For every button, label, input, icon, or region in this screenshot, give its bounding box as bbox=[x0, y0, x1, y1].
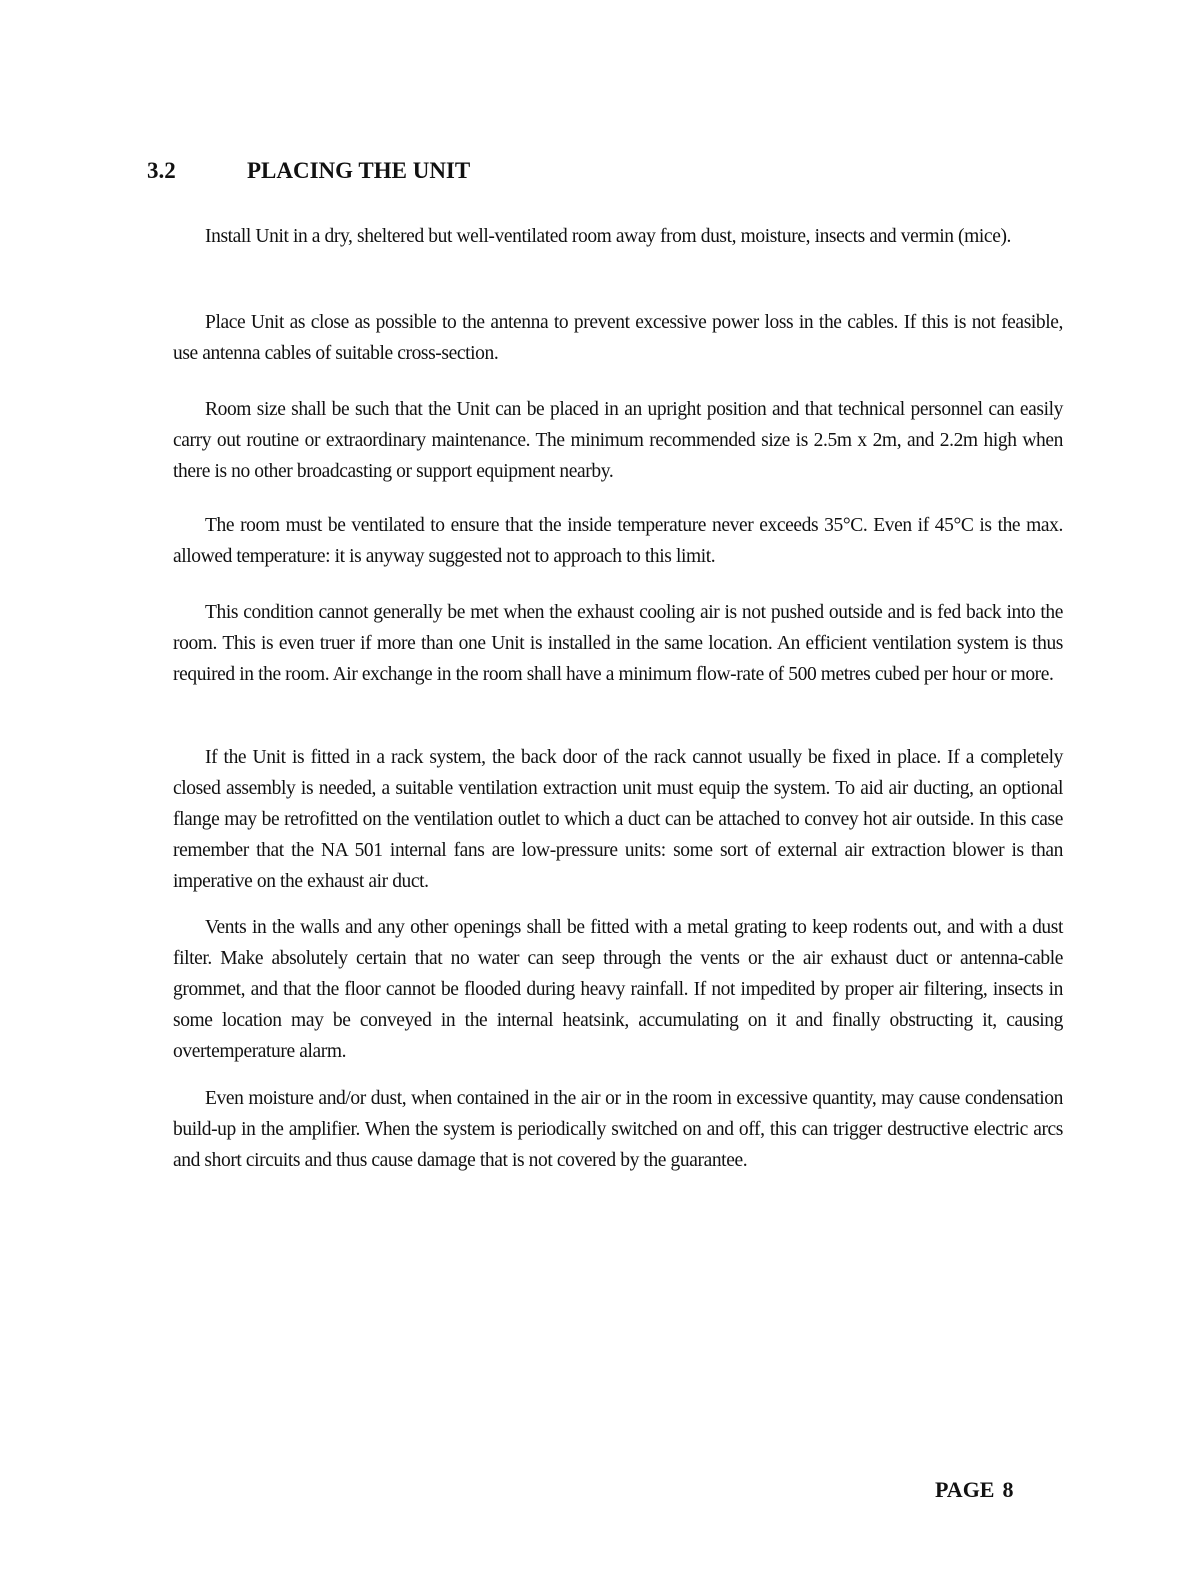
paragraph-room-temperature: The room must be ventilated to ensure that the inside temperature never exceeds 35°C. Even if 45°C is the max. allowed temperature: it is anyway suggested not to approach to this limit. bbox=[173, 515, 1063, 567]
paragraph-vents-and-filters: Vents in the walls and any other openings shall be fitted with a metal grating to keep rodents out, and with a dust filter. Make absolutely certain that no water can seep through the vents or the air exhaust duct or antenna-cable grommet, and that the floor cannot be flooded during heavy rainfall. If not impedited by proper air filtering, insects in some location may be conveyed in the internal heatsink, accumulating on it and finally obstructing it, causing overtemperature alarm. bbox=[173, 917, 1063, 1062]
paragraph-antenna-proximity: Place Unit as close as possible to the antenna to prevent excessive power loss in the cables. If this is not feasible, use antenna cables of suitable cross-section. bbox=[173, 312, 1063, 364]
page-label: PAGE bbox=[935, 1477, 995, 1502]
paragraph-ventilation-system: This condition cannot generally be met when the exhaust cooling air is not pushed outside and is fed back into the room. This is even truer if more than one Unit is installed in the same location. An efficient ventilation system is thus required in the room. Air exchange in the room shall have a minimum flow-rate of 500 metres cubed per hour or more. bbox=[173, 602, 1063, 685]
paragraph-moisture-dust: Even moisture and/or dust, when contained in the air or in the room in excessive quantity, may cause condensation build-up in the amplifier. When the system is periodically switched on and off, this can trigger destructive electric arcs and short circuits and thus cause damage that is not covered by the guarantee. bbox=[173, 1088, 1063, 1171]
paragraph-room-size: Room size shall be such that the Unit can be placed in an upright position and that technical personnel can easily carry out routine or extraordinary maintenance. The minimum recommended size is 2.5m x 2m, and 2.2m high when there is no other broadcasting or support equipment nearby. bbox=[173, 399, 1063, 482]
paragraph-rack-system: If the Unit is fitted in a rack system, the back door of the rack cannot usually be fixed in place. If a completely closed assembly is needed, a suitable ventilation extraction unit must equip the system. To aid air ducting, an optional flange may be retrofitted on the ventilation outlet to which a duct can be attached to convey hot air outside. In this case remember that the NA 501 internal fans are low-pressure units: some sort of external air extraction blower is than imperative on the exhaust air duct. bbox=[173, 747, 1063, 892]
paragraph-install-location: Install Unit in a dry, sheltered but well-ventilated room away from dust, moisture, insects and vermin (mice). bbox=[205, 226, 1012, 247]
page-number-value: 8 bbox=[1002, 1477, 1014, 1502]
page-number bbox=[935, 1477, 1013, 1503]
section-heading bbox=[147, 158, 470, 184]
section-title: PLACING THE UNIT bbox=[247, 158, 471, 183]
section-number: 3.2 bbox=[147, 158, 176, 183]
